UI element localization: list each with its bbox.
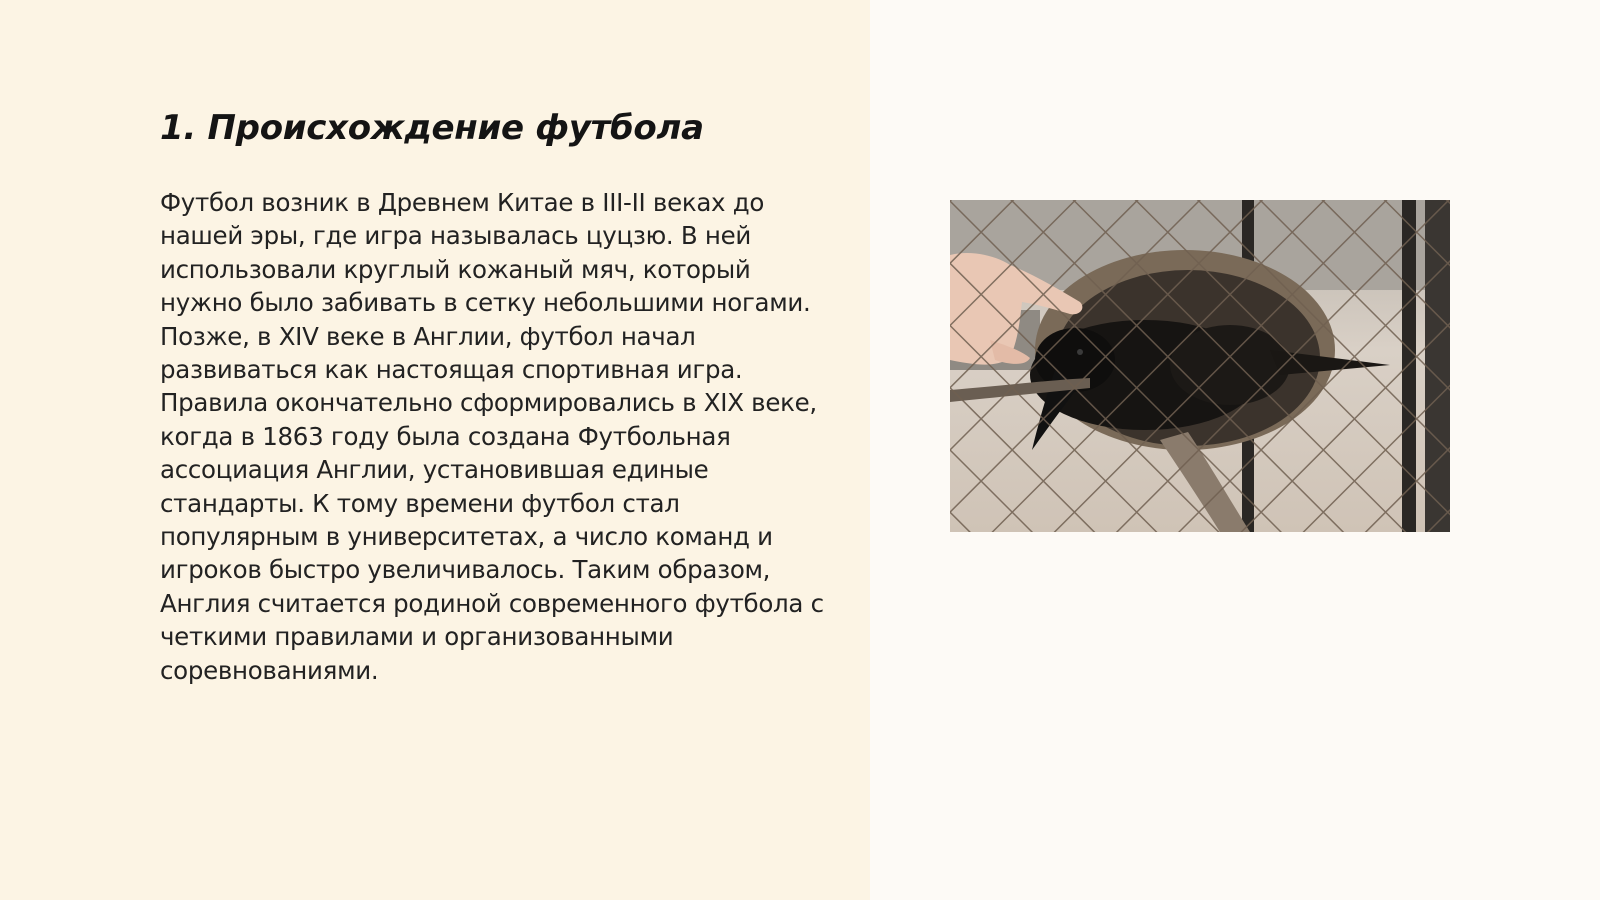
bird-photo bbox=[950, 200, 1450, 532]
slide-body-text: Футбол возник в Древнем Китае в III-II веках до нашей эры, где игра называлась цуцзю. В ней использовали круглый кожаный мяч, который нужно было забивать в сетку небольшими ногами. Позже, в XIV веке в Англии, футбол начал развиваться как настоящая спортивная игра. Правила окончательно сформировались в XIX веке, когда в 1863 году была создана Футбольная ассоциация Англии, установившая единые стандарты. К тому времени футбол стал популярным в университетах, а число команд и игроков быстро увеличивалось. Таким образом, Англия считается родиной современного футбола с четкими правилами и организованными соревнованиями. bbox=[160, 188, 824, 685]
bird-photo-illustration bbox=[950, 200, 1450, 532]
slide-title: 1. Происхождение футбола bbox=[160, 108, 704, 148]
